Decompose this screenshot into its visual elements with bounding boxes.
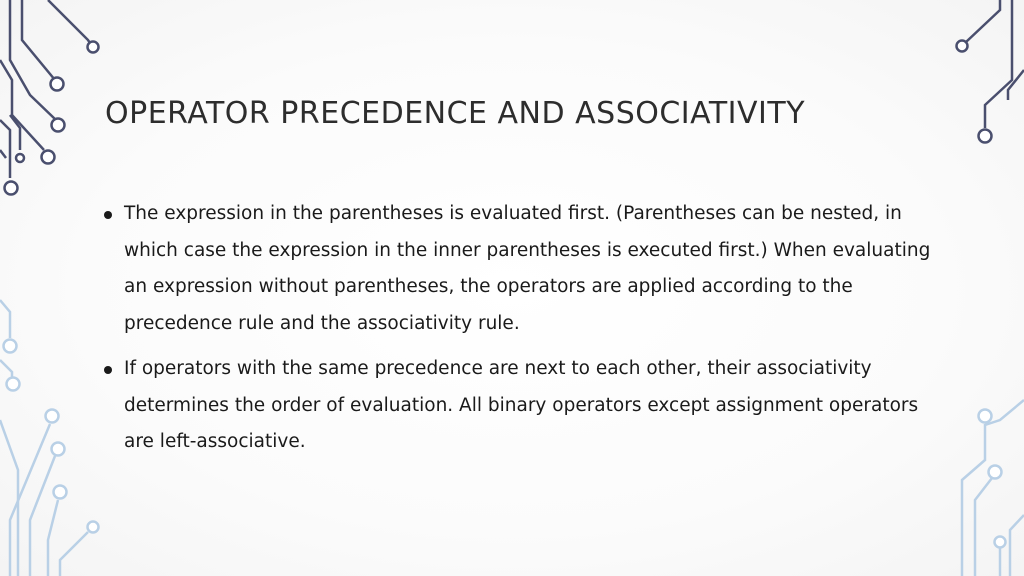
bullet-list — [104, 196, 934, 470]
bottom-right-circuit — [962, 400, 1024, 576]
top-left-circuit — [0, 0, 99, 195]
bottom-left-circuit — [0, 300, 99, 576]
bullet-text: The expression in the parentheses is evaluated first. (Parentheses can be nested, in which case the expression in the inner parentheses is executed first.) When evaluating an expression without parentheses, the operators are applied according to the precedence rule and the associativity rule. — [124, 203, 931, 334]
bullet-item — [104, 196, 934, 342]
top-right-circuit — [957, 0, 1024, 143]
bullet-text: If operators with the same precedence are next to each other, their associativity determines the order of evaluation. All binary operators except assignment operators are left-associative. — [124, 358, 919, 452]
bullet-dot-icon — [104, 211, 112, 219]
bullet-item — [104, 351, 934, 461]
slide-title: OPERATOR PRECEDENCE AND ASSOCIATIVITY — [105, 96, 806, 131]
bullet-dot-icon — [104, 366, 112, 374]
